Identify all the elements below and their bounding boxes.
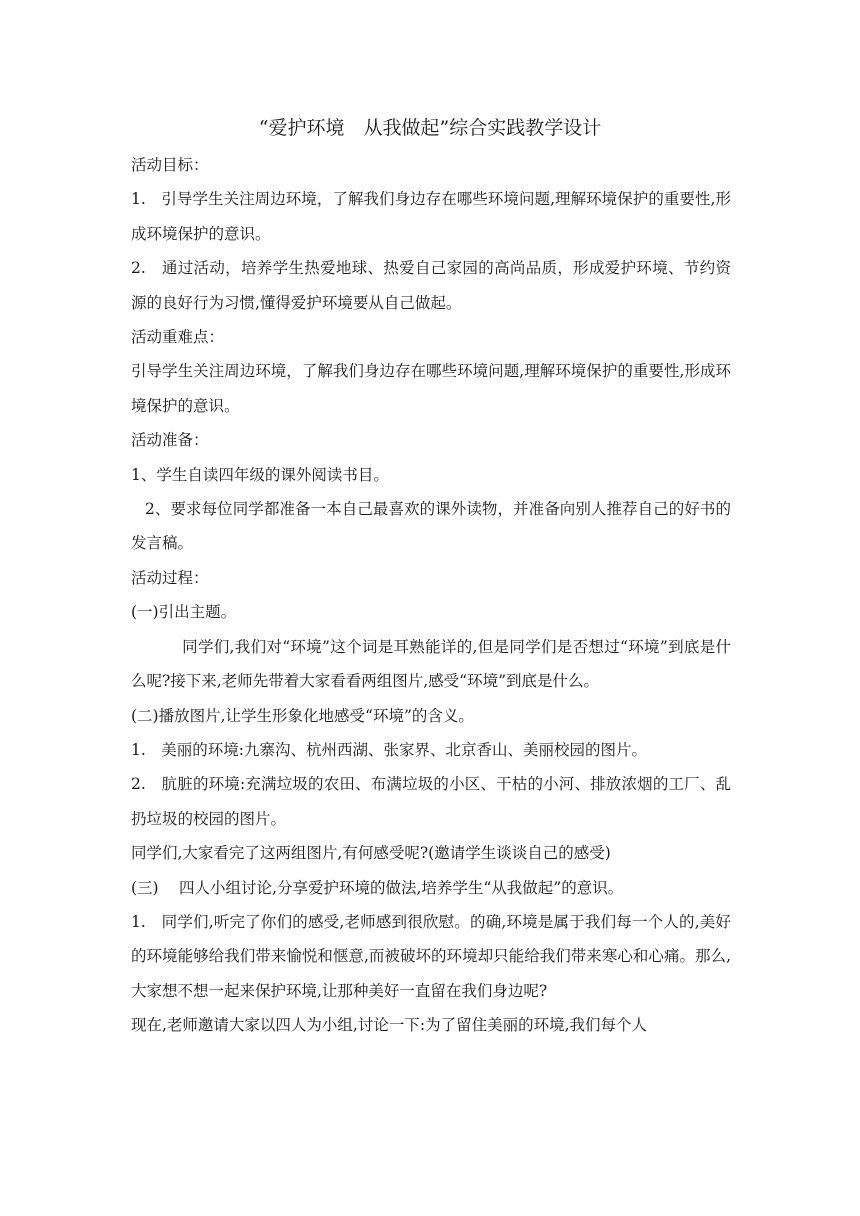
process-step-2-heading: (二)播放图片,让学生形象化地感受“环境”的含义。 — [131, 706, 474, 725]
goal-item-2: 2. 通过活动，培养学生热爱地球、热爱自己家园的高尚品质，形成爱护环境、节约资源的良好行为习惯,懂得爱护环境要从自己做起。 — [131, 259, 731, 312]
preparation-item-2: 2、要求每位同学都准备一本自己最喜欢的课外读物，并准备向别人推荐自己的好书的发言稿。 — [131, 500, 731, 553]
preparation-item-1: 1、学生自读四年级的课外阅读书目。 — [131, 465, 389, 484]
process-step-3-heading: (三) 四人小组讨论,分享爱护环境的做法,培养学生“从我做起”的意识。 — [131, 878, 624, 897]
section-heading-key-points: 活动重难点： — [131, 328, 225, 347]
document-body — [131, 148, 731, 1043]
process-step-2-item-1: 1. 美丽的环境:九寨沟、杭州西湖、张家界、北京香山、美丽校园的图片。 — [131, 740, 648, 759]
section-heading-goals: 活动目标： — [131, 156, 209, 174]
process-step-1-text: 同学们,我们对“环境”这个词是耳熟能详的,但是同学们是否想过“环境”到底是什么呢?接下来,老师先带着大家看看两组图片,感受“环境”到底是什么。 — [131, 637, 731, 691]
goal-item-1: 1. 引导学生关注周边环境，了解我们身边存在哪些环境问题,理解环境保护的重要性,形成环境保护的意识。 — [131, 190, 731, 243]
document-title: “爱护环境 从我做起”综合实践教学设计 — [258, 117, 602, 139]
process-step-3-item-1: 1. 同学们,听完了你们的感受,老师感到很欣慰。的确,环境是属于我们每一个人的,美好的环境能够给我们带来愉悦和惬意,而被破坏的环境却只能给我们带来寒心和心痛。那么,大家想不想一起来保护环境,让那种美好一直留在我们身边呢? — [131, 912, 731, 1000]
key-points-text: 引导学生关注周边环境，了解我们身边存在哪些环境问题,理解环境保护的重要性,形成环境保护的意识。 — [131, 362, 731, 415]
section-heading-preparation: 活动准备： — [131, 431, 209, 450]
section-heading-process: 活动过程： — [131, 568, 209, 587]
process-step-2-item-2: 2. 肮脏的环境:充满垃圾的农田、布满垃圾的小区、干枯的小河、排放浓烟的工厂、乱扔垃圾的校园的图片。 — [131, 775, 731, 828]
process-step-2-question: 同学们,大家看完了这两组图片,有何感受呢?(邀请学生谈谈自己的感受) — [131, 844, 611, 863]
process-step-3-text: 现在,老师邀请大家以四人为小组,讨论一下:为了留住美丽的环境,我们每个人 — [131, 1016, 648, 1035]
process-step-1-heading: (一)引出主题。 — [131, 603, 237, 622]
